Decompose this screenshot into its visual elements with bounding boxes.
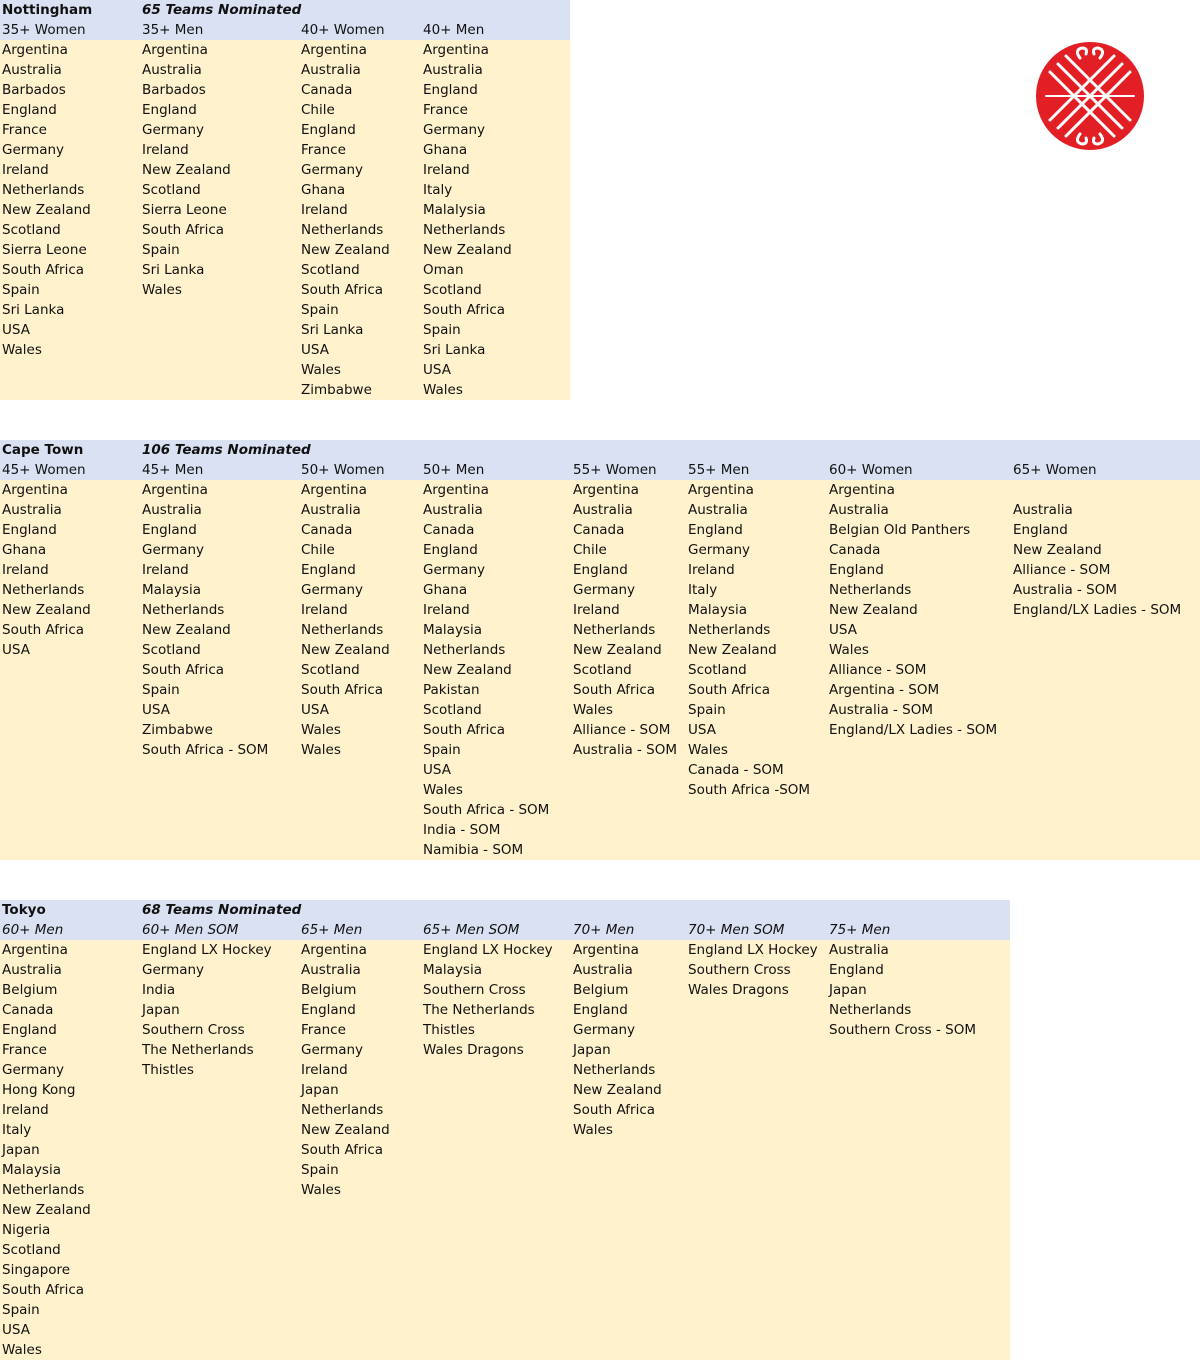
- team-cell: Zimbabwe: [301, 382, 372, 398]
- team-cell: USA: [142, 702, 170, 718]
- team-cell: Ireland: [423, 162, 470, 178]
- category-heading: 45+ Men: [142, 462, 204, 478]
- team-cell: Ireland: [301, 202, 348, 218]
- team-cell: Wales: [2, 1342, 42, 1358]
- team-cell: Australia: [2, 962, 62, 978]
- team-cell: Australia: [301, 962, 361, 978]
- team-cell: Pakistan: [423, 682, 480, 698]
- team-cell: Argentina: [142, 42, 208, 58]
- team-cell: Chile: [301, 542, 335, 558]
- team-cell: France: [2, 122, 47, 138]
- team-cell: USA: [2, 642, 30, 658]
- team-cell: Spain: [688, 702, 726, 718]
- team-cell: Ireland: [2, 562, 49, 578]
- team-cell: England LX Hockey: [142, 942, 272, 958]
- team-cell: Canada: [829, 542, 881, 558]
- team-cell: Chile: [573, 542, 607, 558]
- team-cell: Namibia - SOM: [423, 842, 524, 858]
- venue-row: [0, 440, 1200, 460]
- category-heading: 55+ Men: [688, 462, 750, 478]
- category-heading: 70+ Men: [573, 922, 635, 938]
- team-cell: England: [829, 562, 884, 578]
- team-cell: Wales: [573, 1122, 613, 1138]
- category-row: [0, 460, 1200, 480]
- category-row: [0, 920, 1010, 940]
- team-cell: Netherlands: [423, 642, 506, 658]
- team-cell: Scotland: [142, 642, 201, 658]
- team-cell: Argentina: [573, 482, 639, 498]
- team-cell: Netherlands: [2, 182, 85, 198]
- venue-table-nottingham: [0, 0, 570, 400]
- team-cell: Argentina: [2, 42, 68, 58]
- team-cell: Netherlands: [301, 622, 384, 638]
- teams-nominated: 65 Teams Nominated: [142, 2, 302, 18]
- team-cell: Spain: [142, 242, 180, 258]
- category-heading: 70+ Men SOM: [688, 922, 785, 938]
- team-cell: Wales: [423, 382, 463, 398]
- category-heading: 50+ Men: [423, 462, 485, 478]
- team-cell: Canada: [2, 1002, 54, 1018]
- team-cell: Argentina: [142, 482, 208, 498]
- team-cell: England LX Hockey: [423, 942, 553, 958]
- category-heading: 65+ Men: [301, 922, 363, 938]
- team-cell: Ghana: [423, 142, 468, 158]
- team-cell: New Zealand: [423, 662, 512, 678]
- team-cell: Scotland: [2, 1242, 61, 1258]
- team-cell: New Zealand: [2, 202, 91, 218]
- team-cell: Wales: [142, 282, 182, 298]
- team-cell: Barbados: [2, 82, 66, 98]
- team-cell: Argentina: [573, 942, 639, 958]
- team-cell: Alliance - SOM: [1013, 562, 1111, 578]
- team-cell: Australia - SOM: [1013, 582, 1118, 598]
- team-cell: South Africa: [2, 622, 85, 638]
- team-cell: Ireland: [573, 602, 620, 618]
- team-cell: Malaysia: [2, 1162, 61, 1178]
- team-cell: South Africa: [2, 1282, 85, 1298]
- table-body: [0, 940, 1010, 1360]
- team-cell: Sri Lanka: [142, 262, 205, 278]
- team-cell: USA: [688, 722, 716, 738]
- team-cell: Australia: [423, 502, 483, 518]
- team-cell: Spain: [142, 682, 180, 698]
- venue-row: [0, 0, 570, 20]
- team-cell: New Zealand: [688, 642, 777, 658]
- team-cell: Wales: [301, 1182, 341, 1198]
- team-cell: Netherlands: [423, 222, 506, 238]
- team-cell: Wales: [829, 642, 869, 658]
- team-cell: Australia: [423, 62, 483, 78]
- team-cell: New Zealand: [573, 642, 662, 658]
- table-header: [0, 900, 1010, 940]
- team-cell: Australia: [2, 62, 62, 78]
- team-cell: South Africa: [301, 282, 384, 298]
- team-cell: Australia: [142, 502, 202, 518]
- venue-table-cape-town: [0, 440, 1200, 860]
- team-cell: New Zealand: [829, 602, 918, 618]
- team-cell: Australia: [573, 502, 633, 518]
- table-header: [0, 440, 1200, 480]
- team-cell: Hong Kong: [2, 1082, 76, 1098]
- team-cell: Australia - SOM: [573, 742, 678, 758]
- team-cell: India - SOM: [423, 822, 501, 838]
- team-cell: Argentina: [301, 42, 367, 58]
- team-cell: USA: [301, 342, 329, 358]
- team-cell: Sierra Leone: [2, 242, 87, 258]
- team-cell: France: [2, 1042, 47, 1058]
- category-heading: 75+ Men: [829, 922, 891, 938]
- team-cell: Ireland: [423, 602, 470, 618]
- team-cell: Oman: [423, 262, 464, 278]
- category-heading: 50+ Women: [301, 462, 385, 478]
- team-cell: Scotland: [142, 182, 201, 198]
- team-cell: Spain: [301, 302, 339, 318]
- team-cell: New Zealand: [301, 1122, 390, 1138]
- team-cell: Ireland: [301, 1062, 348, 1078]
- table-body: [0, 40, 570, 400]
- team-cell: Argentina: [2, 482, 68, 498]
- team-cell: England: [2, 1022, 57, 1038]
- team-cell: USA: [423, 762, 451, 778]
- team-cell: Wales Dragons: [688, 982, 789, 998]
- team-cell: Nigeria: [2, 1222, 51, 1238]
- team-cell: Spain: [2, 282, 40, 298]
- category-heading: 60+ Men SOM: [142, 922, 239, 938]
- team-cell: Netherlands: [829, 582, 912, 598]
- team-cell: Scotland: [301, 262, 360, 278]
- team-cell: New Zealand: [301, 242, 390, 258]
- team-cell: South Africa: [142, 222, 225, 238]
- team-cell: Chile: [301, 102, 335, 118]
- venue-name: Nottingham: [2, 2, 93, 18]
- team-cell: Germany: [142, 122, 205, 138]
- team-cell: The Netherlands: [142, 1042, 254, 1058]
- team-cell: Wales Dragons: [423, 1042, 524, 1058]
- team-cell: Belgium: [2, 982, 58, 998]
- team-cell: Ireland: [301, 602, 348, 618]
- team-cell: Scotland: [301, 662, 360, 678]
- team-cell: England: [573, 562, 628, 578]
- team-cell: Japan: [2, 1142, 40, 1158]
- team-cell: Germany: [2, 142, 65, 158]
- team-cell: Scotland: [2, 222, 61, 238]
- team-cell: New Zealand: [1013, 542, 1102, 558]
- team-cell: Belgian Old Panthers: [829, 522, 971, 538]
- team-cell: India: [142, 982, 176, 998]
- team-cell: The Netherlands: [423, 1002, 535, 1018]
- team-cell: Scotland: [423, 282, 482, 298]
- team-cell: England: [301, 1002, 356, 1018]
- team-cell: Germany: [688, 542, 751, 558]
- team-cell: Argentina - SOM: [829, 682, 940, 698]
- team-cell: South Africa: [423, 722, 506, 738]
- team-cell: Wales: [423, 782, 463, 798]
- team-cell: France: [301, 1022, 346, 1038]
- team-cell: Italy: [423, 182, 453, 198]
- team-cell: Thistles: [423, 1022, 475, 1038]
- team-cell: New Zealand: [2, 1202, 91, 1218]
- team-cell: Netherlands: [301, 1102, 384, 1118]
- team-cell: USA: [423, 362, 451, 378]
- venue-name: Cape Town: [2, 442, 84, 458]
- team-cell: USA: [301, 702, 329, 718]
- team-cell: New Zealand: [423, 242, 512, 258]
- team-cell: Wales: [688, 742, 728, 758]
- team-cell: Ghana: [2, 542, 47, 558]
- team-cell: Spain: [301, 1162, 339, 1178]
- team-cell: Argentina: [829, 482, 895, 498]
- category-heading: 65+ Women: [1013, 462, 1097, 478]
- team-cell: Germany: [423, 122, 486, 138]
- team-cell: Ireland: [688, 562, 735, 578]
- team-cell: Australia: [301, 502, 361, 518]
- team-cell: South Africa: [573, 682, 656, 698]
- team-cell: Germany: [2, 1062, 65, 1078]
- team-cell: Ireland: [2, 162, 49, 178]
- category-heading: 55+ Women: [573, 462, 657, 478]
- team-cell: England: [2, 102, 57, 118]
- team-cell: Netherlands: [2, 1182, 85, 1198]
- team-cell: England: [688, 522, 743, 538]
- category-heading: 65+ Men SOM: [423, 922, 520, 938]
- team-cell: South Africa: [688, 682, 771, 698]
- teams-nominated: 68 Teams Nominated: [142, 902, 302, 918]
- team-cell: New Zealand: [301, 642, 390, 658]
- team-cell: Argentina: [423, 482, 489, 498]
- category-heading: 35+ Women: [2, 22, 86, 38]
- team-cell: Germany: [142, 542, 205, 558]
- team-cell: New Zealand: [142, 162, 231, 178]
- team-cell: South Africa: [573, 1102, 656, 1118]
- team-cell: Zimbabwe: [142, 722, 213, 738]
- team-cell: Netherlands: [301, 222, 384, 238]
- team-cell: USA: [2, 1322, 30, 1338]
- team-cell: Canada: [301, 82, 353, 98]
- team-cell: Italy: [688, 582, 718, 598]
- team-cell: England: [423, 82, 478, 98]
- team-cell: England: [301, 562, 356, 578]
- team-cell: Canada: [423, 522, 475, 538]
- team-cell: England: [2, 522, 57, 538]
- team-cell: Ghana: [423, 582, 468, 598]
- team-cell: England: [142, 522, 197, 538]
- team-cell: England: [301, 122, 356, 138]
- team-cell: Singapore: [2, 1262, 71, 1278]
- team-cell: Malaysia: [423, 622, 482, 638]
- team-cell: Wales: [2, 342, 42, 358]
- team-cell: Spain: [423, 742, 461, 758]
- team-cell: USA: [829, 622, 857, 638]
- team-cell: South Africa: [423, 302, 506, 318]
- team-cell: England: [142, 102, 197, 118]
- team-cell: Australia - SOM: [829, 702, 934, 718]
- team-cell: Japan: [142, 1002, 180, 1018]
- team-cell: Netherlands: [573, 1062, 656, 1078]
- team-cell: Wales: [301, 742, 341, 758]
- team-cell: New Zealand: [573, 1082, 662, 1098]
- team-cell: New Zealand: [2, 602, 91, 618]
- team-cell: Wales: [301, 362, 341, 378]
- team-cell: Australia: [573, 962, 633, 978]
- team-cell: South Africa: [142, 662, 225, 678]
- team-cell: Alliance - SOM: [829, 662, 927, 678]
- team-cell: Scotland: [688, 662, 747, 678]
- team-cell: Japan: [573, 1042, 611, 1058]
- team-cell: England/LX Ladies - SOM: [1013, 602, 1182, 618]
- team-cell: Argentina: [301, 942, 367, 958]
- team-cell: Malaysia: [423, 962, 482, 978]
- team-cell: Netherlands: [688, 622, 771, 638]
- team-cell: Southern Cross: [688, 962, 791, 978]
- logo: [1036, 42, 1144, 150]
- category-row: [0, 20, 570, 40]
- team-cell: Spain: [2, 1302, 40, 1318]
- team-cell: Southern Cross - SOM: [829, 1022, 977, 1038]
- team-cell: Australia: [688, 502, 748, 518]
- team-cell: Ireland: [2, 1102, 49, 1118]
- team-cell: Netherlands: [829, 1002, 912, 1018]
- table-header: [0, 0, 570, 40]
- venue-row: [0, 900, 1010, 920]
- team-cell: Japan: [301, 1082, 339, 1098]
- team-cell: Argentina: [688, 482, 754, 498]
- team-cell: South Africa: [301, 1142, 384, 1158]
- team-cell: Malaysia: [142, 582, 201, 598]
- team-cell: Ireland: [142, 562, 189, 578]
- category-heading: 40+ Men: [423, 22, 485, 38]
- category-heading: 45+ Women: [2, 462, 86, 478]
- team-cell: Belgium: [573, 982, 629, 998]
- team-cell: New Zealand: [142, 622, 231, 638]
- team-cell: Southern Cross: [142, 1022, 245, 1038]
- team-cell: Germany: [573, 582, 636, 598]
- category-heading: 35+ Men: [142, 22, 204, 38]
- team-cell: Ghana: [301, 182, 346, 198]
- team-cell: Malalysia: [423, 202, 486, 218]
- team-cell: USA: [2, 322, 30, 338]
- team-cell: England/LX Ladies - SOM: [829, 722, 998, 738]
- team-cell: Sri Lanka: [2, 302, 65, 318]
- team-cell: Argentina: [423, 42, 489, 58]
- team-cell: England LX Hockey: [688, 942, 818, 958]
- team-cell: Belgium: [301, 982, 357, 998]
- team-cell: Argentina: [301, 482, 367, 498]
- team-cell: Netherlands: [2, 582, 85, 598]
- team-cell: South Africa: [301, 682, 384, 698]
- team-cell: England: [1013, 522, 1068, 538]
- team-cell: Sri Lanka: [301, 322, 364, 338]
- team-cell: Alliance - SOM: [573, 722, 671, 738]
- team-cell: Germany: [301, 162, 364, 178]
- team-cell: Australia: [2, 502, 62, 518]
- category-heading: 60+ Men: [2, 922, 64, 938]
- venue-name: Tokyo: [2, 902, 46, 918]
- category-heading: 40+ Women: [301, 22, 385, 38]
- team-cell: Canada: [301, 522, 353, 538]
- team-cell: Australia: [829, 502, 889, 518]
- team-cell: Malaysia: [688, 602, 747, 618]
- team-cell: Germany: [301, 582, 364, 598]
- crossed-hockey-sticks-emblem-icon: [1036, 42, 1144, 150]
- team-cell: Spain: [423, 322, 461, 338]
- team-cell: Canada: [573, 522, 625, 538]
- team-cell: England: [423, 542, 478, 558]
- team-cell: South Africa -SOM: [688, 782, 811, 798]
- team-cell: Australia: [142, 62, 202, 78]
- team-cell: England: [573, 1002, 628, 1018]
- team-cell: Australia: [829, 942, 889, 958]
- team-cell: Netherlands: [573, 622, 656, 638]
- team-cell: Barbados: [142, 82, 206, 98]
- team-cell: Australia: [301, 62, 361, 78]
- team-cell: France: [301, 142, 346, 158]
- team-cell: Japan: [829, 982, 867, 998]
- category-heading: 60+ Women: [829, 462, 913, 478]
- team-cell: Germany: [142, 962, 205, 978]
- team-cell: Canada - SOM: [688, 762, 784, 778]
- team-cell: England: [829, 962, 884, 978]
- team-cell: Scotland: [573, 662, 632, 678]
- team-cell: Netherlands: [142, 602, 225, 618]
- team-cell: Thistles: [142, 1062, 194, 1078]
- team-cell: South Africa - SOM: [142, 742, 269, 758]
- team-cell: Italy: [2, 1122, 32, 1138]
- table-body: [0, 480, 1200, 860]
- team-cell: Sierra Leone: [142, 202, 227, 218]
- team-cell: Wales: [301, 722, 341, 738]
- team-cell: Argentina: [2, 942, 68, 958]
- team-cell: Scotland: [423, 702, 482, 718]
- team-cell: South Africa - SOM: [423, 802, 550, 818]
- team-cell: Australia: [1013, 502, 1073, 518]
- team-cell: South Africa: [2, 262, 85, 278]
- team-cell: Wales: [573, 702, 613, 718]
- team-cell: Ireland: [142, 142, 189, 158]
- team-cell: Sri Lanka: [423, 342, 486, 358]
- team-cell: Germany: [573, 1022, 636, 1038]
- team-cell: France: [423, 102, 468, 118]
- team-cell: Germany: [423, 562, 486, 578]
- team-cell: Southern Cross: [423, 982, 526, 998]
- team-cell: Germany: [301, 1042, 364, 1058]
- venue-table-tokyo: [0, 900, 1010, 1360]
- teams-nominated: 106 Teams Nominated: [142, 442, 311, 458]
